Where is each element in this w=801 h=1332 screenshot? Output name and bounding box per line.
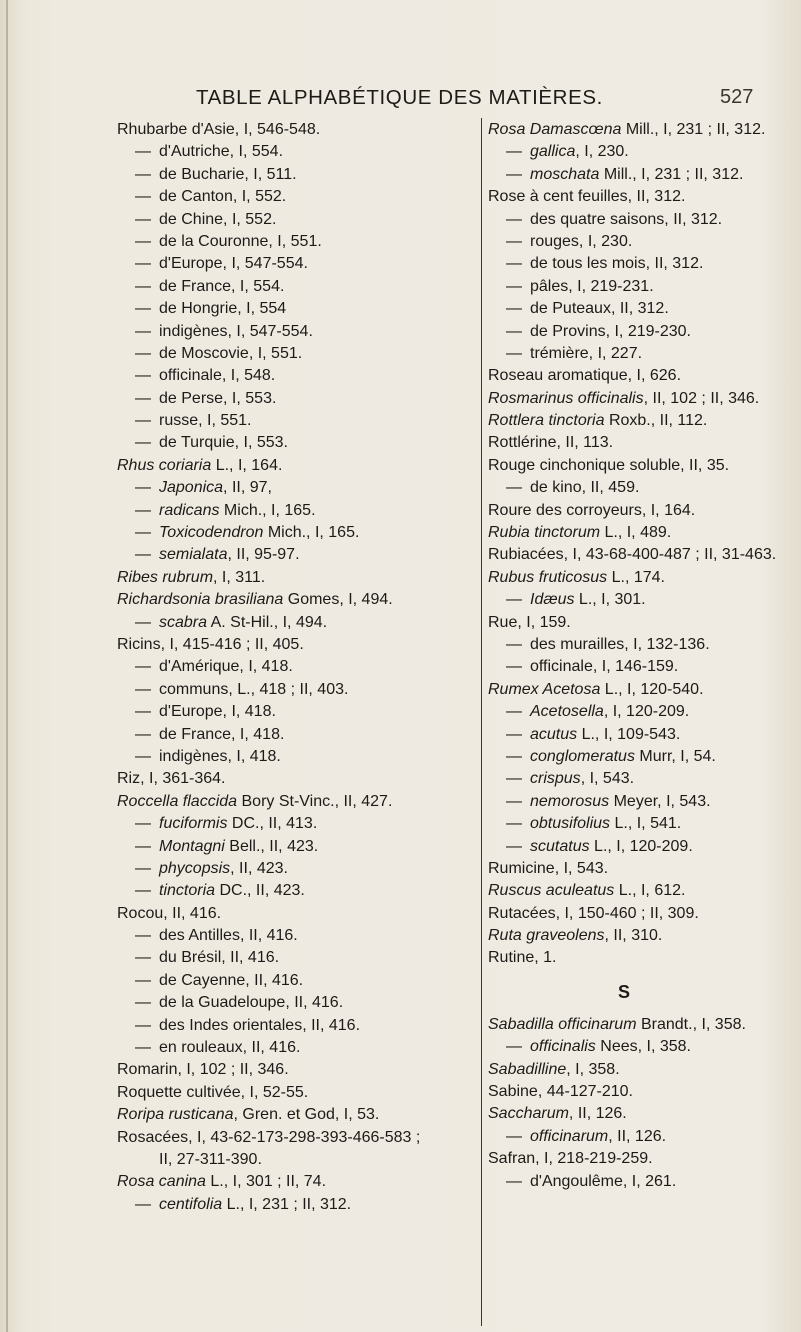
ditto-dash: —: [506, 770, 522, 788]
index-entry: [117, 634, 475, 656]
index-entry: [117, 903, 475, 925]
italic-term: Idæus: [530, 591, 575, 609]
entry-text: Murr, I, 54.: [634, 747, 716, 765]
index-subentry: [488, 1036, 800, 1058]
index-subentry: [117, 858, 475, 880]
entry-text: Safran, I, 218-219-259.: [488, 1150, 653, 1168]
page-number: 527: [720, 86, 754, 108]
entry-text: des quatre saisons, II, 312.: [530, 210, 723, 228]
ditto-dash: —: [135, 434, 151, 452]
entry-text: indigènes, I, 547-554.: [159, 322, 313, 340]
entry-text: L., I, 301.: [574, 591, 646, 609]
italic-term: officinalis: [530, 1038, 596, 1056]
index-entry: [488, 432, 800, 454]
entry-text: DC., II, 423.: [215, 882, 305, 900]
entry-text: II, 27-311-390.: [159, 1150, 262, 1168]
ditto-dash: —: [506, 747, 522, 765]
italic-term: acutus: [530, 725, 578, 743]
italic-term: Toxicodendron: [159, 524, 264, 542]
ditto-dash: —: [135, 703, 151, 721]
italic-term: Japonica: [159, 479, 224, 497]
italic-term: Rosa canina: [117, 1173, 206, 1191]
entry-text: d'Europe, I, 547-554.: [159, 255, 308, 273]
index-entry: [488, 1103, 800, 1125]
ditto-dash: —: [506, 255, 522, 273]
index-subentry: [117, 746, 475, 768]
index-entry: [117, 119, 475, 141]
ditto-dash: —: [506, 658, 522, 676]
italic-term: Saccharum: [488, 1105, 569, 1123]
ditto-dash: —: [135, 994, 151, 1012]
ditto-dash: —: [506, 635, 522, 653]
index-subentry: [488, 321, 800, 343]
entry-text: rouges, I, 230.: [530, 232, 633, 250]
ditto-dash: —: [135, 613, 151, 631]
entry-text: Roure des corroyeurs, I, 164.: [488, 501, 696, 519]
ditto-dash: —: [135, 971, 151, 989]
ditto-dash: —: [135, 501, 151, 519]
entry-text: , I, 230.: [575, 143, 629, 161]
entry-text: Ricins, I, 415-416 ; II, 405.: [117, 635, 304, 653]
index-entry: [488, 186, 800, 208]
index-subentry: [117, 500, 475, 522]
entry-text: de France, I, 418.: [159, 725, 285, 743]
italic-term: Richardsonia brasiliana: [117, 591, 284, 609]
ditto-dash: —: [135, 165, 151, 183]
italic-term: Ruscus aculeatus: [488, 882, 615, 900]
italic-term: radicans: [159, 501, 220, 519]
entry-text: Rubiacées, I, 43-68-400-487 ; II, 31-463.: [488, 546, 777, 564]
entry-text: , I, 358.: [566, 1060, 620, 1078]
entry-text: de Bucharie, I, 511.: [159, 165, 297, 183]
entry-text: d'Angoulême, I, 261.: [530, 1172, 677, 1190]
index-subentry: [117, 522, 475, 544]
ditto-dash: —: [506, 1172, 522, 1190]
entry-text: DC., II, 413.: [227, 815, 318, 833]
entry-text: officinale, I, 548.: [159, 367, 276, 385]
italic-term: tinctoria: [159, 882, 216, 900]
index-subentry: [117, 388, 475, 410]
index-subentry: [488, 701, 800, 723]
entry-text: d'Autriche, I, 554.: [159, 143, 284, 161]
ditto-dash: —: [135, 1039, 151, 1057]
index-subentry: [117, 544, 475, 566]
entry-text: , II, 423.: [230, 859, 288, 877]
entry-text: L., I, 541.: [610, 815, 682, 833]
ditto-dash: —: [135, 389, 151, 407]
entry-text: Rhubarbe d'Asie, I, 546-548.: [117, 121, 321, 138]
index-subentry: [488, 231, 800, 253]
index-subentry: [117, 836, 475, 858]
ditto-dash: —: [135, 882, 151, 900]
entry-text: , II, 126.: [608, 1127, 667, 1145]
entry-text: , Gren. et God, I, 53.: [233, 1106, 380, 1124]
entry-text: A. St-Hil., I, 494.: [207, 613, 328, 631]
index-subentry: [488, 1171, 800, 1193]
ditto-dash: —: [135, 815, 151, 833]
ditto-dash: —: [135, 300, 151, 318]
index-subentry: [117, 231, 475, 253]
entry-text: L., I, 109-543.: [577, 725, 681, 743]
section-letter: S: [617, 981, 630, 1002]
index-subentry: [117, 679, 475, 701]
italic-term: Roripa rusticana: [117, 1106, 234, 1124]
index-subentry: [117, 880, 475, 902]
index-subentry: [117, 612, 475, 634]
index-entry: [488, 1081, 800, 1103]
index-entry: [488, 455, 800, 477]
index-subentry: [117, 253, 475, 275]
index-column-left: [117, 119, 475, 1216]
entry-text: trémière, I, 227.: [530, 344, 643, 362]
index-subentry: [117, 164, 475, 186]
index-subentry: [117, 276, 475, 298]
index-subentry: [117, 209, 475, 231]
ditto-dash: —: [506, 792, 522, 810]
entry-text: Rouge cinchonique soluble, II, 35.: [488, 456, 730, 474]
entry-text: L., I, 612.: [614, 882, 686, 900]
entry-text: Bell., II, 423.: [224, 837, 319, 855]
index-entry: [488, 1014, 800, 1036]
entry-text: L., I, 120-209.: [589, 837, 693, 855]
entry-text: de Perse, I, 553.: [159, 389, 277, 407]
entry-text: Gomes, I, 494.: [283, 591, 393, 609]
ditto-dash: —: [506, 591, 522, 609]
ditto-dash: —: [506, 1127, 522, 1145]
ditto-dash: —: [135, 747, 151, 765]
entry-text: Sabine, 44-127-210.: [488, 1083, 633, 1101]
index-subentry: [488, 836, 800, 858]
entry-text: Mill., I, 231 ; II, 312.: [599, 165, 744, 183]
italic-term: Montagni: [159, 837, 225, 855]
index-entry: [488, 858, 800, 880]
index-entry: [117, 1104, 475, 1126]
index-subentry: [488, 1126, 800, 1148]
running-header: [0, 86, 801, 116]
entry-text: officinale, I, 146-159.: [530, 658, 679, 676]
ditto-dash: —: [135, 1195, 151, 1213]
entry-text: , II, 310.: [604, 927, 663, 945]
index-subentry: [117, 432, 475, 454]
entry-text: Mich., I, 165.: [263, 524, 360, 542]
ditto-dash: —: [506, 1038, 522, 1056]
index-subentry: [117, 1149, 475, 1171]
entry-text: de Canton, I, 552.: [159, 188, 287, 206]
italic-term: Rubia tinctorum: [488, 524, 601, 542]
index-entry: [488, 925, 800, 947]
entry-text: d'Europe, I, 418.: [159, 703, 276, 721]
entry-text: russe, I, 551.: [159, 412, 252, 430]
index-subentry: [117, 925, 475, 947]
entry-text: de Chine, I, 552.: [159, 210, 277, 228]
index-subentry: [117, 947, 475, 969]
italic-term: Ruta graveolens: [488, 927, 605, 945]
index-subentry: [488, 209, 800, 231]
index-entry: [488, 522, 800, 544]
index-subentry: [117, 365, 475, 387]
italic-term: semialata: [159, 546, 228, 564]
ditto-dash: —: [135, 322, 151, 340]
entry-text: communs, L., 418 ; II, 403.: [159, 680, 349, 698]
index-entry: [488, 880, 800, 902]
italic-term: conglomeratus: [530, 747, 635, 765]
italic-term: Roccella flaccida: [117, 792, 238, 810]
index-subentry: [117, 701, 475, 723]
entry-text: de Turquie, I, 553.: [159, 434, 288, 452]
index-subentry: [488, 141, 800, 163]
entry-text: pâles, I, 219-231.: [530, 277, 654, 295]
entry-text: L., I, 120-540.: [600, 680, 704, 698]
index-subentry: [117, 410, 475, 432]
entry-text: Brandt., I, 358.: [636, 1015, 746, 1033]
index-entry: [117, 791, 475, 813]
ditto-dash: —: [135, 949, 151, 967]
page-binding-edge: [6, 0, 8, 1332]
italic-term: crispus: [530, 770, 581, 788]
ditto-dash: —: [135, 680, 151, 698]
italic-term: Sabadilla officinarum: [488, 1015, 637, 1033]
entry-text: Rutacées, I, 150-460 ; II, 309.: [488, 904, 699, 922]
index-entry: [117, 1171, 475, 1193]
ditto-dash: —: [506, 165, 522, 183]
index-entry: [117, 455, 475, 477]
index-entry: [488, 500, 800, 522]
entry-text: de la Guadeloupe, II, 416.: [159, 994, 344, 1012]
index-subentry: [117, 813, 475, 835]
entry-text: L., I, 164.: [211, 456, 283, 474]
entry-text: Rutine, 1.: [488, 949, 557, 967]
entry-text: de Hongrie, I, 554: [159, 300, 287, 318]
ditto-dash: —: [135, 859, 151, 877]
ditto-dash: —: [135, 367, 151, 385]
index-subentry: [488, 746, 800, 768]
entry-text: L., I, 489.: [600, 524, 672, 542]
entry-text: d'Amérique, I, 418.: [159, 658, 293, 676]
italic-term: centifolia: [159, 1195, 223, 1213]
index-subentry: [117, 477, 475, 499]
index-entry: [117, 567, 475, 589]
italic-term: Ribes rubrum: [117, 568, 214, 586]
entry-text: L., I, 301 ; II, 74.: [205, 1173, 327, 1191]
index-entry: [488, 1059, 800, 1081]
italic-term: obtusifolius: [530, 815, 611, 833]
entry-text: de France, I, 554.: [159, 277, 285, 295]
entry-text: L., 174.: [607, 568, 665, 586]
column-divider: [481, 118, 482, 1326]
ditto-dash: —: [506, 344, 522, 362]
entry-text: Rose à cent feuilles, II, 312.: [488, 188, 686, 206]
index-entry: [488, 410, 800, 432]
italic-term: Rosmarinus officinalis: [488, 389, 644, 407]
ditto-dash: —: [506, 300, 522, 318]
entry-text: Rocou, II, 416.: [117, 904, 222, 922]
index-entry: [488, 365, 800, 387]
ditto-dash: —: [135, 277, 151, 295]
ditto-dash: —: [506, 479, 522, 497]
ditto-dash: —: [506, 322, 522, 340]
entry-text: Mich., I, 165.: [219, 501, 316, 519]
index-entry: [488, 1148, 800, 1170]
italic-term: phycopsis: [159, 859, 231, 877]
ditto-dash: —: [135, 837, 151, 855]
ditto-dash: —: [135, 479, 151, 497]
entry-text: Roseau aromatique, I, 626.: [488, 367, 682, 385]
ditto-dash: —: [135, 927, 151, 945]
index-entry: [117, 1059, 475, 1081]
italic-term: Rubus fruticosus: [488, 568, 608, 586]
index-subentry: [488, 343, 800, 365]
index-entry: [488, 388, 800, 410]
entry-text: Bory St-Vinc., II, 427.: [237, 792, 393, 810]
index-subentry: [488, 164, 800, 186]
entry-text: , II, 97,: [223, 479, 272, 497]
index-subentry: [117, 1194, 475, 1216]
index-column-right: [488, 119, 800, 1193]
page-title: TABLE ALPHABÉTIQUE DES MATIÈRES.: [196, 86, 603, 109]
italic-term: Rottlera tinctoria: [488, 412, 605, 430]
ditto-dash: —: [506, 210, 522, 228]
italic-term: Sabadilline: [488, 1060, 567, 1078]
italic-term: Rhus coriaria: [117, 456, 212, 474]
italic-term: Rumex Acetosa: [488, 680, 601, 698]
index-subentry: [488, 813, 800, 835]
entry-text: des murailles, I, 132-136.: [530, 635, 710, 653]
index-entry: [488, 679, 800, 701]
entry-text: , II, 126.: [568, 1105, 627, 1123]
index-subentry: [117, 141, 475, 163]
index-subentry: [117, 1037, 475, 1059]
entry-text: de Provins, I, 219-230.: [530, 322, 691, 340]
index-entry: [488, 612, 800, 634]
entry-text: Rumicine, I, 543.: [488, 859, 609, 877]
entry-text: Roquette cultivée, I, 52-55.: [117, 1083, 309, 1101]
ditto-dash: —: [135, 143, 151, 161]
entry-text: en rouleaux, II, 416.: [159, 1039, 301, 1057]
entry-text: de kino, II, 459.: [530, 479, 640, 497]
italic-term: moschata: [530, 165, 600, 183]
italic-term: fuciformis: [159, 815, 228, 833]
entry-text: , I, 120-209.: [603, 703, 690, 721]
italic-term: Rosa Damascœna: [488, 121, 622, 138]
entry-text: L., I, 231 ; II, 312.: [222, 1195, 352, 1213]
index-entry: [488, 903, 800, 925]
entry-text: Romarin, I, 102 ; II, 346.: [117, 1061, 289, 1079]
entry-text: , I, 543.: [580, 770, 635, 788]
ditto-dash: —: [506, 815, 522, 833]
ditto-dash: —: [506, 232, 522, 250]
index-entry: [488, 947, 800, 969]
index-subentry: [488, 253, 800, 275]
index-subentry: [488, 634, 800, 656]
entry-text: de Cayenne, II, 416.: [159, 971, 304, 989]
ditto-dash: —: [135, 725, 151, 743]
ditto-dash: —: [135, 232, 151, 250]
ditto-dash: —: [506, 143, 522, 161]
ditto-dash: —: [135, 524, 151, 542]
ditto-dash: —: [135, 255, 151, 273]
entry-text: Nees, I, 358.: [595, 1038, 691, 1056]
index-subentry: [117, 970, 475, 992]
entry-text: Meyer, I, 543.: [609, 792, 711, 810]
entry-text: Mill., I, 231 ; II, 312.: [621, 121, 766, 138]
ditto-dash: —: [135, 344, 151, 362]
ditto-dash: —: [506, 703, 522, 721]
entry-text: Rosacées, I, 43-62-173-298-393-466-583 ;: [117, 1128, 421, 1146]
entry-text: , II, 102 ; II, 346.: [643, 389, 760, 407]
index-subentry: [488, 724, 800, 746]
ditto-dash: —: [135, 210, 151, 228]
index-subentry: [117, 1015, 475, 1037]
italic-term: gallica: [530, 143, 576, 161]
entry-text: Rottlérine, II, 113.: [488, 434, 614, 452]
index-entry: [488, 544, 800, 566]
italic-term: scabra: [159, 613, 208, 631]
ditto-dash: —: [135, 188, 151, 206]
entry-text: du Brésil, II, 416.: [159, 949, 280, 967]
index-entry: [117, 589, 475, 611]
index-subentry: [117, 186, 475, 208]
index-subentry: [117, 656, 475, 678]
index-subentry: [117, 343, 475, 365]
index-entry: [117, 1082, 475, 1104]
italic-term: scutatus: [530, 837, 590, 855]
index-subentry: [488, 768, 800, 790]
italic-term: Acetosella: [530, 703, 604, 721]
entry-text: de Puteaux, II, 312.: [530, 300, 669, 318]
index-subentry: [488, 477, 800, 499]
entry-text: Rue, I, 159.: [488, 613, 571, 631]
entry-text: Riz, I, 361-364.: [117, 770, 226, 788]
index-subentry: [488, 656, 800, 678]
entry-text: de tous les mois, II, 312.: [530, 255, 704, 273]
ditto-dash: —: [135, 658, 151, 676]
index-entry: [117, 768, 475, 790]
index-subentry: [488, 791, 800, 813]
entry-text: des Indes orientales, II, 416.: [159, 1016, 361, 1034]
index-entry: [488, 119, 800, 141]
entry-text: indigènes, I, 418.: [159, 747, 281, 765]
index-subentry: [488, 298, 800, 320]
italic-term: officinarum: [530, 1127, 609, 1145]
ditto-dash: —: [506, 837, 522, 855]
entry-text: des Antilles, II, 416.: [159, 927, 298, 945]
index-entry: [488, 567, 800, 589]
ditto-dash: —: [135, 1016, 151, 1034]
entry-text: de Moscovie, I, 551.: [159, 344, 303, 362]
ditto-dash: —: [506, 725, 522, 743]
index-subentry: [117, 321, 475, 343]
index-subentry: [488, 589, 800, 611]
entry-text: Roxb., II, 112.: [604, 412, 708, 430]
italic-term: nemorosus: [530, 792, 610, 810]
ditto-dash: —: [135, 546, 151, 564]
index-subentry: [117, 992, 475, 1014]
ditto-dash: —: [506, 277, 522, 295]
entry-text: , II, 95-97.: [227, 546, 300, 564]
index-subentry: [117, 298, 475, 320]
index-entry: [117, 1127, 475, 1149]
ditto-dash: —: [135, 412, 151, 430]
entry-text: de la Couronne, I, 551.: [159, 232, 322, 250]
entry-text: , I, 311.: [213, 568, 266, 586]
index-subentry: [117, 724, 475, 746]
index-subentry: [488, 276, 800, 298]
